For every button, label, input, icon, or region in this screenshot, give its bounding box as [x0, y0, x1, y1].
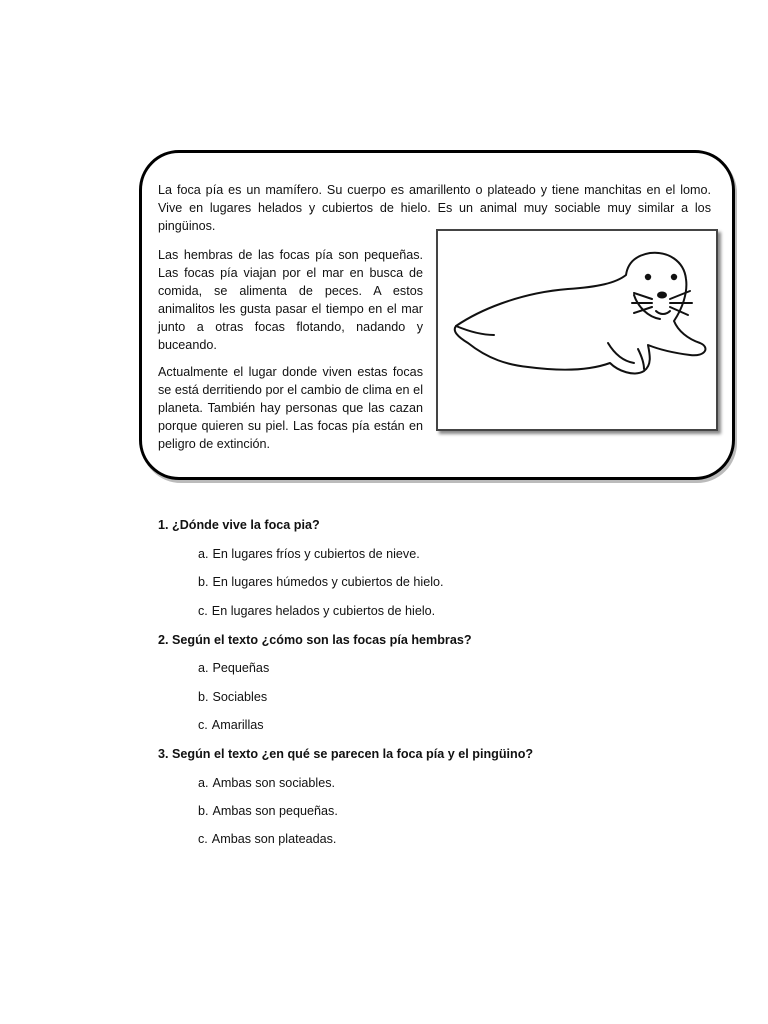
option-text: Amarillas — [211, 718, 264, 732]
option-text: En lugares húmedos y cubiertos de hielo. — [212, 575, 444, 589]
question-3-option-c[interactable] — [198, 832, 336, 846]
option-text: Sociables — [212, 690, 268, 704]
question-1-option-c[interactable] — [198, 604, 435, 618]
reading-paragraph-1: La foca pía es un mamífero. Su cuerpo es amarillento o plateado y tiene manchitas en el lomo. Vive en lugares helados y cubiertos de hielo. Es un animal muy sociable muy similar a los pingüinos. — [158, 183, 711, 233]
question-2-option-a[interactable] — [198, 661, 269, 675]
option-text: Ambas son plateadas. — [211, 832, 337, 846]
question-3-option-b[interactable] — [198, 804, 338, 818]
question-1-option-a[interactable] — [198, 547, 420, 561]
option-text: En lugares helados y cubiertos de hielo. — [211, 604, 436, 618]
option-letter: b. — [198, 804, 209, 818]
reading-paragraph-3: Actualmente el lugar donde viven estas focas se está derritiendo por el cambio de clima en el planeta. También hay personas que las cazan porque quieren su piel. Las focas pía están en peligro de extinción. — [158, 365, 423, 451]
question-1-option-b[interactable] — [198, 575, 444, 589]
question-2: 2. Según el texto ¿cómo son las focas pía hembras? — [158, 633, 472, 647]
question-2-option-b[interactable] — [198, 690, 267, 704]
option-letter: c. — [198, 832, 208, 846]
seal-drawing — [438, 231, 716, 429]
question-3-option-a[interactable] — [198, 776, 335, 790]
option-text: Ambas son sociables. — [212, 776, 336, 790]
option-text: Ambas son pequeñas. — [212, 804, 338, 818]
question-2-option-c[interactable] — [198, 718, 264, 732]
seal-illustration — [436, 229, 718, 431]
option-letter: a. — [198, 661, 209, 675]
question-1: 1. ¿Dónde vive la foca pia? — [158, 518, 320, 532]
option-text: En lugares fríos y cubiertos de nieve. — [212, 547, 420, 561]
option-letter: a. — [198, 776, 209, 790]
option-text: Pequeñas — [212, 661, 270, 675]
reading-paragraph-2: Las hembras de las focas pía son pequeñas. Las focas pía viajan por el mar en busca de comida, se alimenta de peces. A estos animalitos les gusta pasar el tiempo en el mar junto a otras focas flotando, nadando y buceando. — [158, 248, 423, 352]
option-letter: c. — [198, 718, 208, 732]
option-letter: a. — [198, 547, 209, 561]
option-letter: c. — [198, 604, 208, 618]
option-letter: b. — [198, 575, 209, 589]
option-letter: b. — [198, 690, 209, 704]
question-3: 3. Según el texto ¿en qué se parecen la foca pía y el pingüino? — [158, 747, 534, 761]
